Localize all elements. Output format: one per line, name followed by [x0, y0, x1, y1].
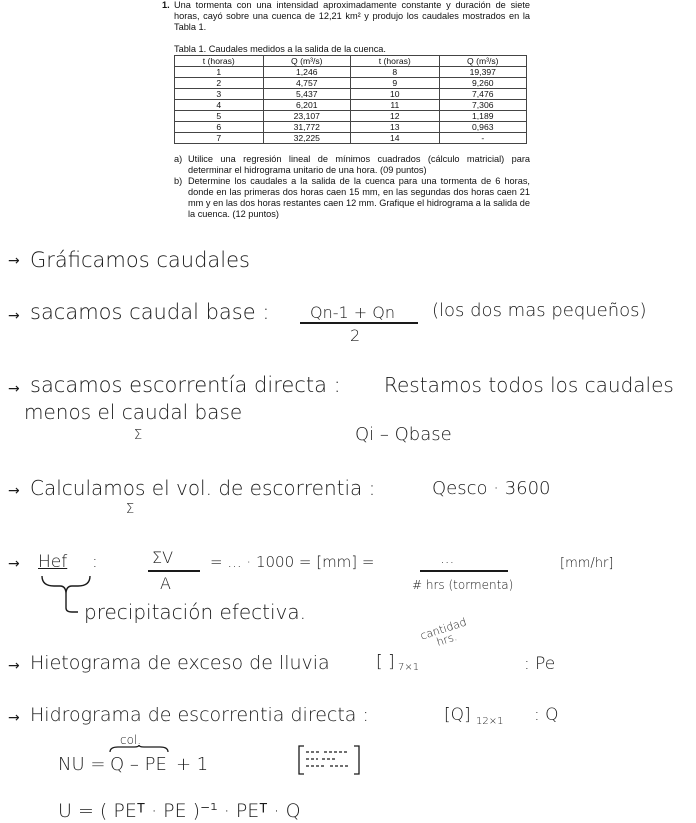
table-cell: 1	[175, 67, 264, 78]
table-cell: 9,260	[439, 78, 526, 89]
table-cell: 10	[350, 89, 439, 100]
table-cell: 1,189	[439, 111, 526, 122]
question-label: b)	[174, 176, 183, 186]
table-cell: 31,772	[263, 122, 350, 133]
hydrograph-symbol: : Q	[534, 705, 559, 725]
runoff-subtract-note: Restamos todos los caudales	[384, 373, 674, 397]
runoff-subtract-note-cont: menos el caudal base	[24, 400, 243, 424]
note-step-hyetograph: Hietograma de exceso de lluvia	[30, 652, 330, 674]
table-cell: 3	[175, 89, 264, 100]
sigma-symbol: Σ	[126, 502, 135, 517]
table-caption: Tabla 1. Caudales medidos a la salida de la cuenca.	[174, 44, 386, 54]
hydrograph-matrix: [Q]	[444, 705, 471, 725]
nu-col-note: col.	[120, 733, 142, 747]
arrow-icon: →	[8, 381, 20, 397]
note-step-baseflow: sacamos caudal base :	[30, 300, 270, 324]
arrow-icon: →	[8, 308, 20, 324]
table-cell: 5	[175, 111, 264, 122]
sigma-symbol: Σ	[134, 428, 143, 443]
table-cell: 19,397	[439, 67, 526, 78]
table-cell: 6,201	[263, 100, 350, 111]
question-label: a)	[174, 154, 183, 164]
table-cell: 6	[175, 122, 264, 133]
table-cell: 7,476	[439, 89, 526, 100]
question-text: Utilice una regresión lineal de mínimos cuadrados (cálculo matricial) para determinar el hidrograma unitario de una hora. (09 puntos)	[188, 154, 530, 175]
table-cell: 11	[350, 100, 439, 111]
nu-plus-one: + 1	[176, 754, 209, 775]
table-cell: 4,757	[263, 78, 350, 89]
note-step-hydrograph: Hidrograma de escorrentia directa :	[30, 704, 369, 726]
fraction-bar	[300, 322, 418, 324]
problem-statement: Una tormenta con una intensidad aproximadamente constante y duración de siete horas, cayó sobre una cuenca de 12,21 km² y produjo los caudales mostrados en la Tabla 1.	[174, 0, 530, 32]
table-cell: -	[439, 133, 526, 144]
arrow-icon: →	[8, 483, 20, 499]
unit-hydrograph-formula: U = ( PEᵀ · PE )⁻¹ · PEᵀ · Q	[58, 800, 301, 822]
hyetograph-dims: 7×1	[398, 662, 420, 673]
header-q-left: Q (m³/s)	[263, 56, 350, 67]
hyetograph-matrix: [ ]	[376, 652, 395, 672]
note-step-volume: Calculamos el vol. de escorrentia :	[30, 476, 376, 500]
matrix-sketch-icon	[296, 744, 362, 776]
header-q-right: Q (m³/s)	[439, 56, 526, 67]
hydrograph-dims: 12×1	[476, 716, 504, 727]
baseflow-numerator: Qn-1 + Qn	[310, 303, 395, 322]
table-cell: 13	[350, 122, 439, 133]
header-t-left: t (horas)	[175, 56, 264, 67]
note-step-runoff: sacamos escorrentía directa :	[30, 373, 341, 397]
hef-definition: precipitación efectiva.	[84, 600, 307, 624]
table-cell: 5,437	[263, 89, 350, 100]
fraction-bar	[420, 570, 508, 572]
table-cell: 4	[175, 100, 264, 111]
hef-numerator: ΣV	[152, 548, 174, 567]
nu-label: NU =	[58, 754, 106, 775]
arrow-icon: →	[8, 253, 20, 269]
runoff-formula: Qi – Qbase	[355, 424, 452, 445]
hef-units: [mm/hr]	[560, 556, 614, 571]
table-cell: 32,225	[263, 133, 350, 144]
header-t-right: t (horas)	[350, 56, 439, 67]
hyetograph-symbol: : Pe	[524, 654, 556, 674]
hef-denominator: A	[160, 574, 171, 593]
table-cell: 7	[175, 133, 264, 144]
volume-formula: Qesco · 3600	[432, 478, 551, 499]
table-cell: 9	[350, 78, 439, 89]
nu-expression: Q – PE	[110, 754, 167, 775]
note-step-graph: Gráficamos caudales	[30, 248, 250, 272]
table-cell: 2	[175, 78, 264, 89]
table-cell: 14	[350, 133, 439, 144]
arrow-icon: →	[8, 710, 20, 726]
arrow-icon: →	[8, 658, 20, 674]
question-text: Determine los caudales a la salida de la cuenca para una tormenta de 6 horas, donde en las primeras dos horas caen 15 mm, en las segundas dos horas caen 21 mm y en las dos horas restantes caen 12 mm. Grafique el hidrograma a la salida de la cuenca. (12 puntos)	[188, 176, 530, 219]
table-cell: 8	[350, 67, 439, 78]
arrow-icon: →	[8, 556, 20, 572]
fraction-bar	[148, 570, 200, 572]
hef-expression: = ... · 1000 = [mm] =	[210, 553, 375, 571]
table-cell: 0,963	[439, 122, 526, 133]
hyetograph-note: cantidad hrs.	[418, 615, 469, 649]
hef-dots: ...	[440, 549, 455, 567]
table-cell: 1,246	[263, 67, 350, 78]
hef-label: Hef	[38, 552, 68, 572]
table-cell: 7,306	[439, 100, 526, 111]
hef-colon: :	[92, 552, 98, 572]
table-cell: 12	[350, 111, 439, 122]
baseflow-denominator: 2	[350, 326, 361, 345]
hef-storm-hours: # hrs (tormenta)	[412, 578, 514, 592]
problem-number: 1.	[162, 0, 170, 10]
baseflow-note: (los dos mas pequeños)	[432, 300, 647, 321]
table-cell: 23,107	[263, 111, 350, 122]
overbrace-icon	[108, 745, 170, 753]
